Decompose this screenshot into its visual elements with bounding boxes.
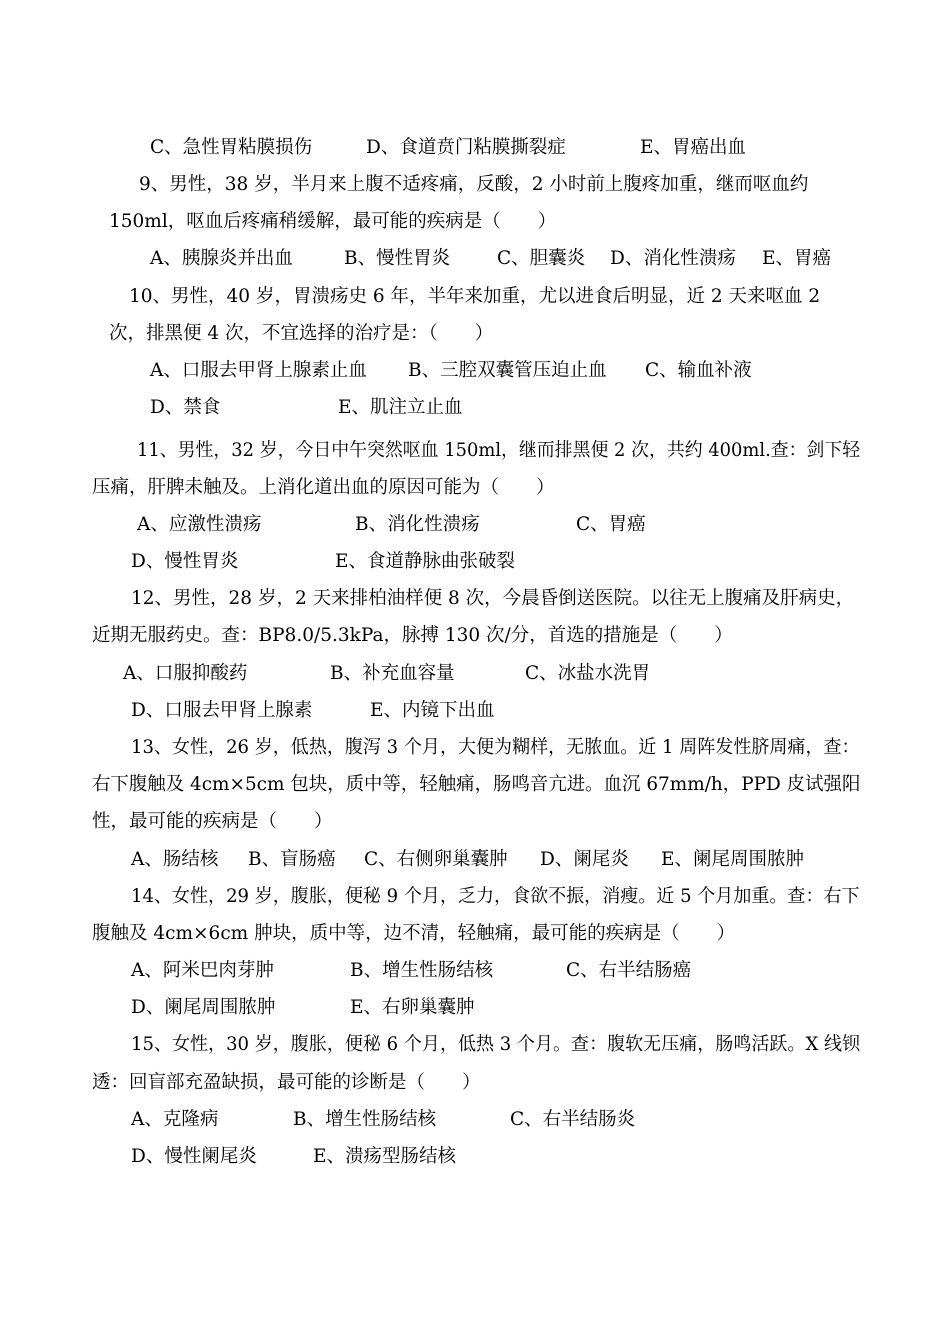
q13-option-d: D、阑尾炎 bbox=[540, 849, 629, 870]
q8-option-d: D、食道贲门粘膜撕裂症 bbox=[366, 137, 566, 158]
q15-option-c: C、右半结肠炎 bbox=[510, 1109, 636, 1130]
q14-stem-line2: 腹触及 4cm×6cm 肿块，质中等，边不清，轻触痛，最可能的疾病是（ ） bbox=[92, 923, 736, 944]
q14-option-a: A、阿米巴肉芽肿 bbox=[131, 960, 274, 981]
q8-option-e: E、胃癌出血 bbox=[640, 137, 747, 158]
q15-option-a: A、克隆病 bbox=[131, 1109, 219, 1130]
q10-option-e: E、肌注立止血 bbox=[338, 397, 463, 418]
q14-option-d: D、阑尾周围脓肿 bbox=[131, 997, 276, 1018]
q11-stem-line1: 11、男性，32 岁，今日中午突然呕血 150ml，继而排黑便 2 次，共约 400ml.查：剑下轻 bbox=[137, 440, 861, 461]
q9-option-e: E、胃癌 bbox=[762, 248, 832, 269]
q10-option-c: C、输血补液 bbox=[645, 360, 752, 381]
q15-option-b: B、增生性肠结核 bbox=[293, 1109, 437, 1130]
q11-option-b: B、消化性溃疡 bbox=[355, 514, 480, 535]
q12-option-a: A、口服抑酸药 bbox=[123, 663, 248, 684]
q11-option-c: C、胃癌 bbox=[576, 514, 646, 535]
q9-stem-line1: 9、男性，38 岁，半月来上腹不适疼痛，反酸，2 小时前上腹疼加重，继而呕血约 bbox=[139, 174, 809, 195]
q14-option-b: B、增生性肠结核 bbox=[350, 960, 494, 981]
q9-option-b: B、慢性胃炎 bbox=[344, 248, 451, 269]
q13-stem-line3: 性，最可能的疾病是（ ） bbox=[92, 811, 333, 832]
q11-option-a: A、应激性溃疡 bbox=[137, 514, 262, 535]
q8-option-c: C、急性胃粘膜损伤 bbox=[150, 137, 313, 158]
q12-option-c: C、冰盐水洗胃 bbox=[525, 663, 651, 684]
q9-stem-line2: 150ml，呕血后疼痛稍缓解，最可能的疾病是（ ） bbox=[109, 211, 557, 232]
q15-option-e: E、溃疡型肠结核 bbox=[313, 1146, 457, 1167]
q12-stem-line2: 近期无服药史。查：BP8.0/5.3kPa，脉搏 130 次/分，首选的措施是（ ） bbox=[92, 625, 733, 646]
q13-stem-line2: 右下腹触及 4cm×5cm 包块，质中等，轻触痛，肠鸣音亢进。血沉 67mm/h，PPD 皮试强阳 bbox=[92, 774, 861, 795]
q13-option-b: B、盲肠癌 bbox=[248, 849, 336, 870]
q11-stem-line2: 压痛，肝脾未触及。上消化道出血的原因可能为（ ） bbox=[92, 477, 555, 498]
q10-option-b: B、三腔双囊管压迫止血 bbox=[408, 360, 607, 381]
q12-option-e: E、内镜下出血 bbox=[370, 700, 495, 721]
q14-option-c: C、右半结肠癌 bbox=[566, 960, 692, 981]
q10-stem-line2: 次，排黑便 4 次，不宜选择的治疗是：（ ） bbox=[109, 323, 494, 344]
q14-stem-line1: 14、女性，29 岁，腹胀，便秘 9 个月，乏力，食欲不振，消瘦。近 5 个月加重。查：右下 bbox=[131, 886, 860, 907]
q11-option-d: D、慢性胃炎 bbox=[131, 551, 239, 572]
q10-option-d: D、禁食 bbox=[150, 397, 221, 418]
q12-option-d: D、口服去甲肾上腺素 bbox=[131, 700, 313, 721]
q9-option-c: C、胆囊炎 bbox=[497, 248, 586, 269]
q14-option-e: E、右卵巢囊肿 bbox=[350, 997, 475, 1018]
q13-option-e: E、阑尾周围脓肿 bbox=[661, 849, 805, 870]
q15-stem-line1: 15、女性，30 岁，腹胀，便秘 6 个月，低热 3 个月。查：腹软无压痛，肠鸣活跃。X 线钡 bbox=[131, 1034, 861, 1055]
q10-stem-line1: 10、男性，40 岁，胃溃疡史 6 年，半年来加重，尤以进食后明显，近 2 天来呕血 2 bbox=[129, 286, 821, 307]
q9-option-a: A、胰腺炎并出血 bbox=[150, 248, 293, 269]
q15-stem-line2: 透：回盲部充盈缺损，最可能的诊断是（ ） bbox=[92, 1072, 481, 1093]
q15-option-d: D、慢性阑尾炎 bbox=[131, 1146, 257, 1167]
q9-option-d: D、消化性溃疡 bbox=[610, 248, 736, 269]
q12-option-b: B、补充血容量 bbox=[330, 663, 455, 684]
q13-option-c: C、右侧卵巢囊肿 bbox=[364, 849, 508, 870]
q11-option-e: E、食道静脉曲张破裂 bbox=[335, 551, 516, 572]
q12-stem-line1: 12、男性，28 岁，2 天来排柏油样便 8 次，今晨昏倒送医院。以往无上腹痛及肝病史， bbox=[131, 588, 855, 609]
q13-option-a: A、肠结核 bbox=[131, 849, 219, 870]
q13-stem-line1: 13、女性，26 岁，低热，腹泻 3 个月，大便为糊样，无脓血。近 1 周阵发性脐周痛，查： bbox=[131, 737, 860, 758]
q10-option-a: A、口服去甲肾上腺素止血 bbox=[150, 360, 367, 381]
